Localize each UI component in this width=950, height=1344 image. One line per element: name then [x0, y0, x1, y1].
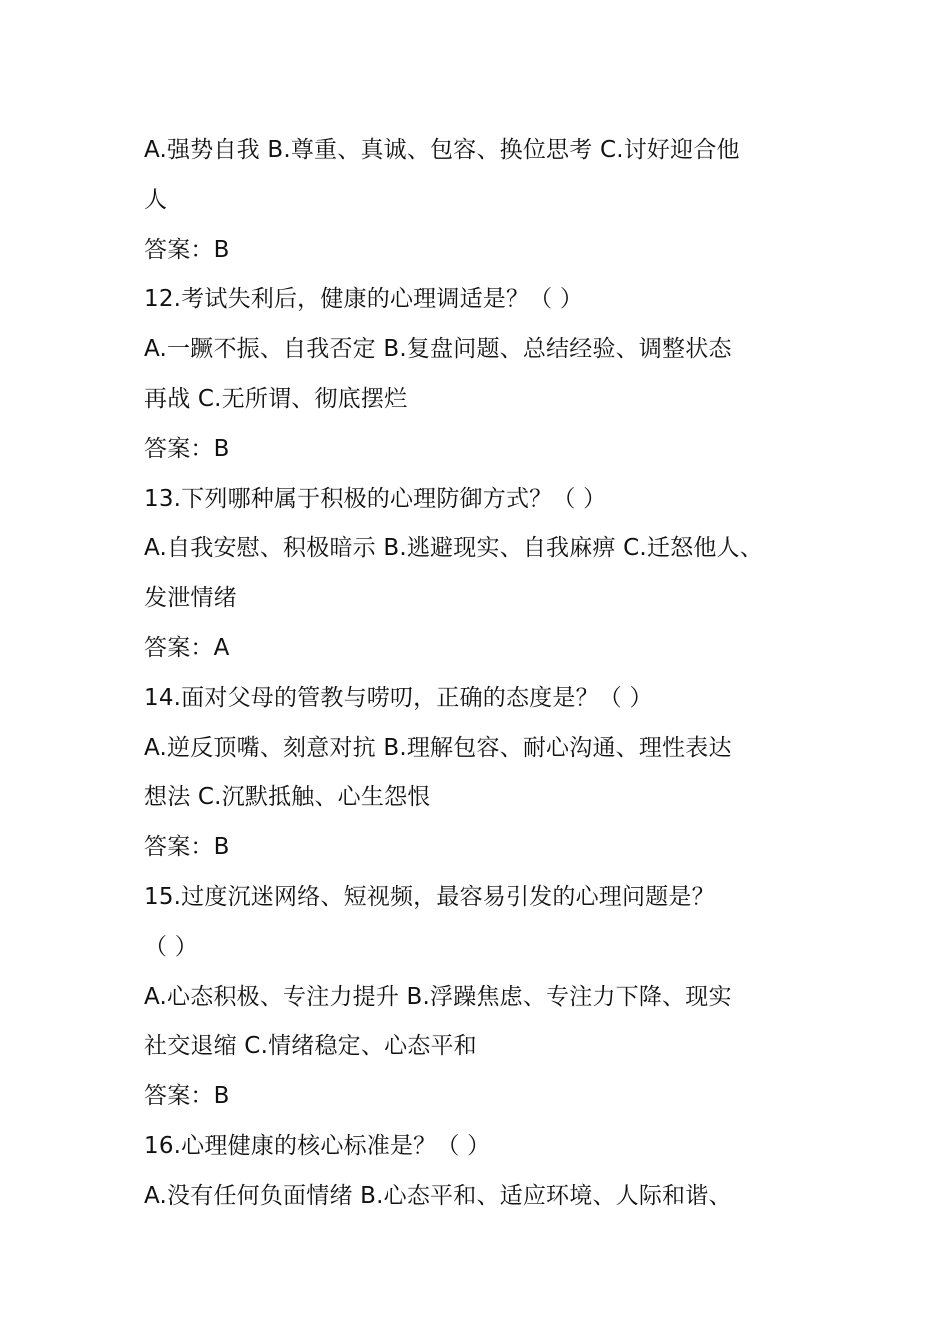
- q16-options-line-1: A.没有任何负面情绪 B.心态平和、适应环境、人际和谐、: [144, 1182, 732, 1209]
- q14-options-line-2: 想法 C.沉默抵触、心生怨恨: [144, 784, 431, 811]
- q14-question: 14.面对父母的管教与唠叨，正确的态度是？（ ）: [144, 684, 653, 711]
- q12-answer: 答案：B: [144, 435, 230, 462]
- q16-question: 16.心理健康的核心标准是？（ ）: [144, 1132, 491, 1159]
- q15-options-line-2: 社交退缩 C.情绪稳定、心态平和: [144, 1033, 477, 1060]
- q13-options-line-1: A.自我安慰、积极暗示 B.逃避现实、自我麻痹 C.迁怒他人、: [144, 535, 763, 562]
- q11-options-line-2: 人: [144, 186, 168, 213]
- q14-answer: 答案：B: [144, 834, 230, 861]
- q11-answer: 答案：B: [144, 236, 230, 263]
- q12-question: 12.考试失利后，健康的心理调适是？（ ）: [144, 286, 584, 313]
- q15-question-line-1: 15.过度沉迷网络、短视频，最容易引发的心理问题是？: [144, 883, 715, 910]
- q15-options-line-1: A.心态积极、专注力提升 B.浮躁焦虑、专注力下降、现实: [144, 983, 732, 1010]
- q13-options-line-2: 发泄情绪: [144, 585, 237, 612]
- q13-answer: 答案：A: [144, 634, 230, 661]
- q12-options-line-2: 再战 C.无所谓、彻底摆烂: [144, 385, 408, 412]
- q12-options-line-1: A.一蹶不振、自我否定 B.复盘问题、总结经验、调整状态: [144, 336, 732, 363]
- q14-options-line-1: A.逆反顶嘴、刻意对抗 B.理解包容、耐心沟通、理性表达: [144, 734, 732, 761]
- q13-question: 13.下列哪种属于积极的心理防御方式？（ ）: [144, 485, 607, 512]
- q11-options-line-1: A.强势自我 B.尊重、真诚、包容、换位思考 C.讨好迎合他: [144, 137, 740, 163]
- q15-question-line-2: （ ）: [144, 933, 198, 960]
- document-body: [144, 126, 824, 1222]
- q15-answer: 答案：B: [144, 1083, 230, 1110]
